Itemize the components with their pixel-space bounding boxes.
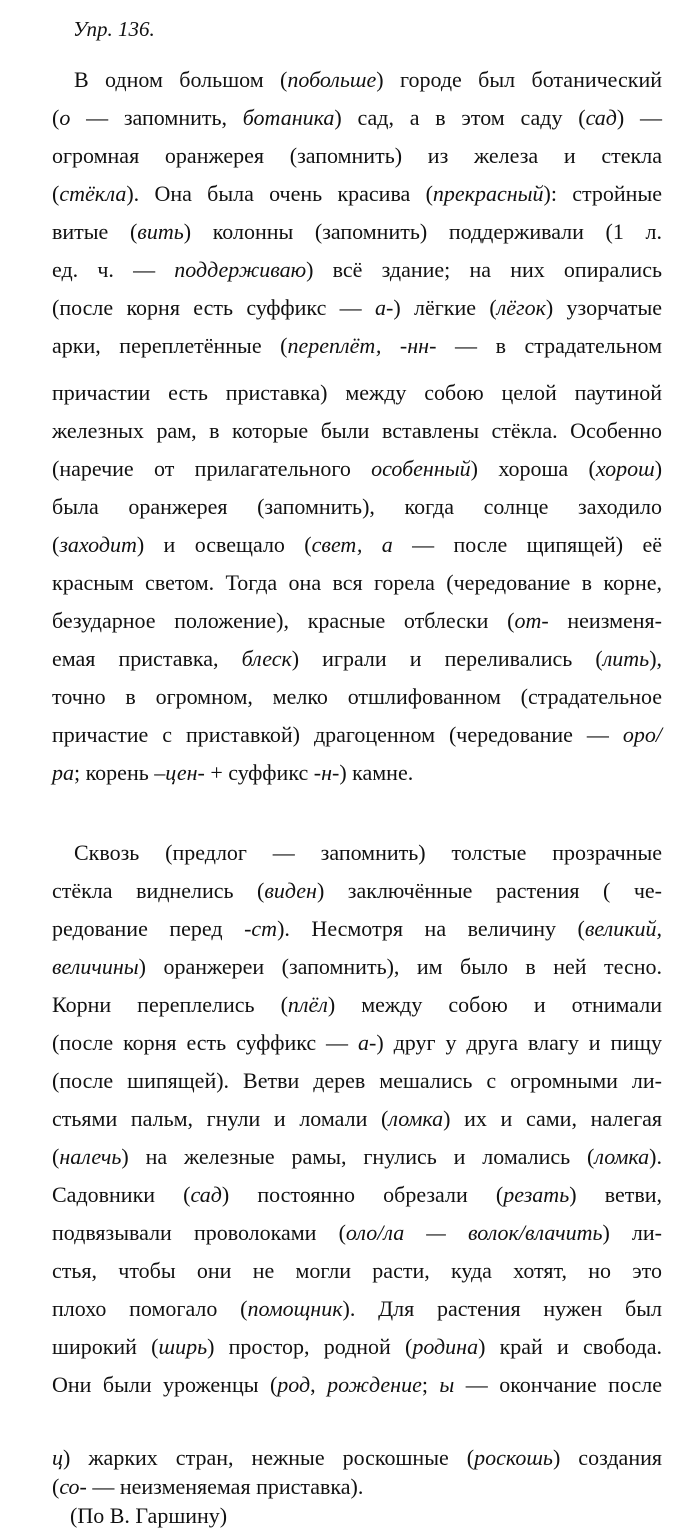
text-line bbox=[52, 1366, 662, 1404]
text-segment: ). Она была очень красива ( bbox=[126, 181, 433, 206]
italic-note: плёл bbox=[287, 992, 328, 1017]
exercise-title: Упр. 136. bbox=[73, 17, 155, 41]
text-line bbox=[52, 910, 662, 948]
text-segment: ; bbox=[421, 1372, 440, 1397]
text-line bbox=[52, 678, 662, 716]
text-line bbox=[52, 526, 662, 564]
italic-note: блеск bbox=[241, 646, 292, 671]
text-segment: ) всё здание; на них опирались bbox=[306, 257, 662, 282]
text-segment: причастии есть приставка) между собою целой паутиной bbox=[52, 380, 662, 405]
text-line bbox=[52, 1138, 662, 1176]
text-segment: редование перед - bbox=[52, 916, 252, 941]
text-line bbox=[52, 137, 662, 175]
text-segment: красным светом. Тогда она вся горела (чередование в корне, bbox=[52, 570, 662, 595]
text-segment: ) играли и переливались ( bbox=[291, 646, 603, 671]
text-segment: — неизменяемая приставка). bbox=[86, 1474, 364, 1499]
text-segment: ) заключённые растения ( че- bbox=[316, 878, 662, 903]
text-segment: ) на железные рамы, гнулись и ломались ( bbox=[121, 1144, 595, 1169]
paragraph-2 bbox=[52, 834, 662, 1404]
italic-note: род bbox=[277, 1372, 311, 1397]
text-segment: точно в огромном, мелко отшлифованном (страдательное bbox=[52, 684, 662, 709]
text-segment: неизменя- bbox=[548, 608, 662, 633]
text-segment: ) создания bbox=[552, 1445, 662, 1470]
text-segment: ( bbox=[52, 181, 60, 206]
text-segment: стья, чтобы они не могли расти, куда хотят, но это bbox=[52, 1258, 662, 1283]
text-line bbox=[52, 412, 662, 450]
text-segment: ( bbox=[52, 532, 60, 557]
text-line bbox=[52, 834, 662, 872]
italic-note: родина bbox=[412, 1334, 479, 1359]
text-line bbox=[52, 872, 662, 910]
italic-note: оро/ bbox=[622, 722, 662, 747]
italic-note: ломка bbox=[388, 1106, 444, 1131]
text-segment: ) оранжереи (запомнить), им было в ней тесно. bbox=[138, 954, 662, 979]
text-segment: причастие с приставкой) драгоценном (чередование — bbox=[52, 722, 623, 747]
text-line bbox=[52, 948, 662, 986]
italic-note: сад bbox=[585, 105, 617, 130]
text-segment: ), bbox=[649, 646, 663, 671]
text-line bbox=[52, 1443, 662, 1472]
italic-note: резать bbox=[503, 1182, 570, 1207]
italic-note: ы bbox=[439, 1372, 455, 1397]
italic-note: ц bbox=[52, 1445, 63, 1470]
text-line bbox=[52, 450, 662, 488]
text-line bbox=[52, 289, 662, 327]
text-line bbox=[52, 1062, 662, 1100]
text-line bbox=[52, 1100, 662, 1138]
text-segment: ( bbox=[52, 1144, 60, 1169]
text-segment: Корни переплелись ( bbox=[52, 992, 288, 1017]
italic-note: особенный bbox=[371, 456, 471, 481]
text-segment: подвязывали проволоками ( bbox=[52, 1220, 346, 1245]
italic-note: сад bbox=[190, 1182, 222, 1207]
text-segment: безударное положение), красные отблески ( bbox=[52, 608, 515, 633]
text-segment: ) городе был ботанический bbox=[376, 67, 662, 92]
text-segment: , bbox=[310, 1372, 328, 1397]
paragraph-ending bbox=[52, 1443, 662, 1530]
italic-note: н- bbox=[321, 760, 340, 785]
text-segment: — в страдательном bbox=[436, 333, 663, 358]
text-line bbox=[52, 640, 662, 678]
text-segment: ) хороша ( bbox=[470, 456, 596, 481]
text-segment: — запомнить, bbox=[70, 105, 243, 130]
text-line bbox=[52, 602, 662, 640]
text-segment: (после шипящей). Ветви дерев мешались с огромными ли- bbox=[52, 1068, 662, 1093]
italic-note: со- bbox=[59, 1474, 87, 1499]
text-segment: (после корня есть суффикс — bbox=[52, 295, 375, 320]
text-line bbox=[52, 488, 662, 526]
italic-note: поддерживаю bbox=[174, 257, 307, 282]
italic-note: налечь bbox=[59, 1144, 122, 1169]
text-line bbox=[52, 1252, 662, 1290]
text-segment: ) их и сами, налегая bbox=[443, 1106, 662, 1131]
text-segment: ) край и свобода. bbox=[478, 1334, 662, 1359]
text-segment: витые ( bbox=[52, 219, 138, 244]
text-segment: ( bbox=[52, 1474, 60, 1499]
text-segment: ) колонны (запомнить) поддерживали (1 л. bbox=[183, 219, 662, 244]
text-segment: ) камне. bbox=[339, 760, 414, 785]
text-segment: ). Для растения нужен был bbox=[342, 1296, 662, 1321]
text-line bbox=[52, 1472, 662, 1501]
italic-note: роскошь bbox=[474, 1445, 553, 1470]
text-segment: арки, переплетённые ( bbox=[52, 333, 288, 358]
text-line bbox=[52, 251, 662, 289]
text-line bbox=[52, 564, 662, 602]
text-segment: ) лёгкие ( bbox=[393, 295, 497, 320]
text-segment: Сквозь (предлог — запомнить) толстые прозрачные bbox=[74, 840, 662, 865]
italic-note: величины bbox=[52, 954, 139, 979]
text-segment: ) ли- bbox=[602, 1220, 663, 1245]
paragraph-1 bbox=[52, 61, 662, 365]
text-segment: была оранжерея (запомнить), когда солнце заходило bbox=[52, 494, 662, 519]
text-segment: широкий ( bbox=[52, 1334, 159, 1359]
text-line bbox=[52, 99, 662, 137]
text-segment: В одном большом ( bbox=[74, 67, 288, 92]
italic-note: оло/ла — волок/влачить bbox=[345, 1220, 603, 1245]
text-segment: — окончание после bbox=[454, 1372, 662, 1397]
italic-note: о bbox=[59, 105, 71, 130]
italic-note: побольше bbox=[287, 67, 377, 92]
text-segment: ( bbox=[52, 105, 60, 130]
text-segment: ) узорчатые bbox=[545, 295, 662, 320]
text-segment: ) bbox=[654, 456, 663, 481]
italic-note: заходит bbox=[59, 532, 137, 557]
text-segment: ). bbox=[649, 1144, 662, 1169]
text-segment: ) — bbox=[616, 105, 663, 130]
text-segment: ) между собою и отнимали bbox=[327, 992, 662, 1017]
text-line bbox=[52, 61, 662, 99]
text-segment: Они были уроженцы ( bbox=[52, 1372, 278, 1397]
text-segment: ) ветви, bbox=[569, 1182, 662, 1207]
italic-note: стёкла bbox=[59, 181, 127, 206]
text-line bbox=[52, 754, 662, 792]
italic-note: а- bbox=[358, 1030, 377, 1055]
text-line bbox=[52, 1328, 662, 1366]
italic-note: ширь bbox=[158, 1334, 208, 1359]
text-line bbox=[52, 175, 662, 213]
text-segment: стьями пальм, гнули и ломали ( bbox=[52, 1106, 389, 1131]
text-segment: (наречие от прилагательного bbox=[52, 456, 372, 481]
text-segment: плохо помогало ( bbox=[52, 1296, 248, 1321]
italic-note: рождение bbox=[327, 1372, 422, 1397]
italic-note: хорош bbox=[595, 456, 655, 481]
text-line bbox=[52, 1176, 662, 1214]
italic-note: ра bbox=[52, 760, 74, 785]
text-segment: огромная оранжерея (запомнить) из железа и стекла bbox=[52, 143, 662, 168]
italic-note: ломка bbox=[594, 1144, 650, 1169]
text-segment: ) простор, родной ( bbox=[207, 1334, 413, 1359]
italic-note: цен- bbox=[165, 760, 205, 785]
text-line bbox=[52, 716, 662, 754]
text-line bbox=[52, 374, 662, 412]
text-segment: ) постоянно обрезали ( bbox=[221, 1182, 504, 1207]
italic-note: переплёт, -нн- bbox=[287, 333, 437, 358]
text-segment: + суффикс - bbox=[204, 760, 322, 785]
text-line bbox=[52, 213, 662, 251]
text-line bbox=[52, 1024, 662, 1062]
text-segment: ). Несмотря на величину ( bbox=[277, 916, 585, 941]
italic-note: великий, bbox=[584, 916, 662, 941]
text-line bbox=[52, 327, 662, 365]
italic-note: вить bbox=[137, 219, 184, 244]
text-segment: емая приставка, bbox=[52, 646, 242, 671]
text-line bbox=[52, 1290, 662, 1328]
paragraph-1-continuation bbox=[52, 374, 662, 792]
text-segment: Садовники ( bbox=[52, 1182, 191, 1207]
italic-note: прекрасный bbox=[432, 181, 544, 206]
text-segment: ) и освещало ( bbox=[136, 532, 312, 557]
italic-note: ст bbox=[251, 916, 278, 941]
italic-note: от- bbox=[514, 608, 549, 633]
text-segment: ): стройные bbox=[543, 181, 662, 206]
italic-note: помощник bbox=[247, 1296, 343, 1321]
text-segment: ) друг у друга влагу и пищу bbox=[376, 1030, 662, 1055]
text-segment: ) сад, а в этом саду ( bbox=[334, 105, 586, 130]
italic-note: свет, а bbox=[311, 532, 393, 557]
text-line bbox=[52, 1214, 662, 1252]
text-segment: — после щипящей) её bbox=[392, 532, 662, 557]
italic-note: ботаника bbox=[242, 105, 335, 130]
text-segment: ) жарких стран, нежные роскошные ( bbox=[63, 1445, 475, 1470]
italic-note: лёгок bbox=[496, 295, 546, 320]
source-attribution: (По В. Гаршину) bbox=[70, 1503, 228, 1528]
text-segment: железных рам, в которые были вставлены стёкла. Особенно bbox=[52, 418, 662, 443]
italic-note: а- bbox=[375, 295, 394, 320]
text-segment: (после корня есть суффикс — bbox=[52, 1030, 358, 1055]
italic-note: виден bbox=[264, 878, 317, 903]
text-segment: ; корень – bbox=[74, 760, 166, 785]
text-segment: стёкла виднелись ( bbox=[52, 878, 265, 903]
text-segment: ед. ч. — bbox=[52, 257, 175, 282]
italic-note: лить bbox=[602, 646, 650, 671]
text-line bbox=[52, 986, 662, 1024]
